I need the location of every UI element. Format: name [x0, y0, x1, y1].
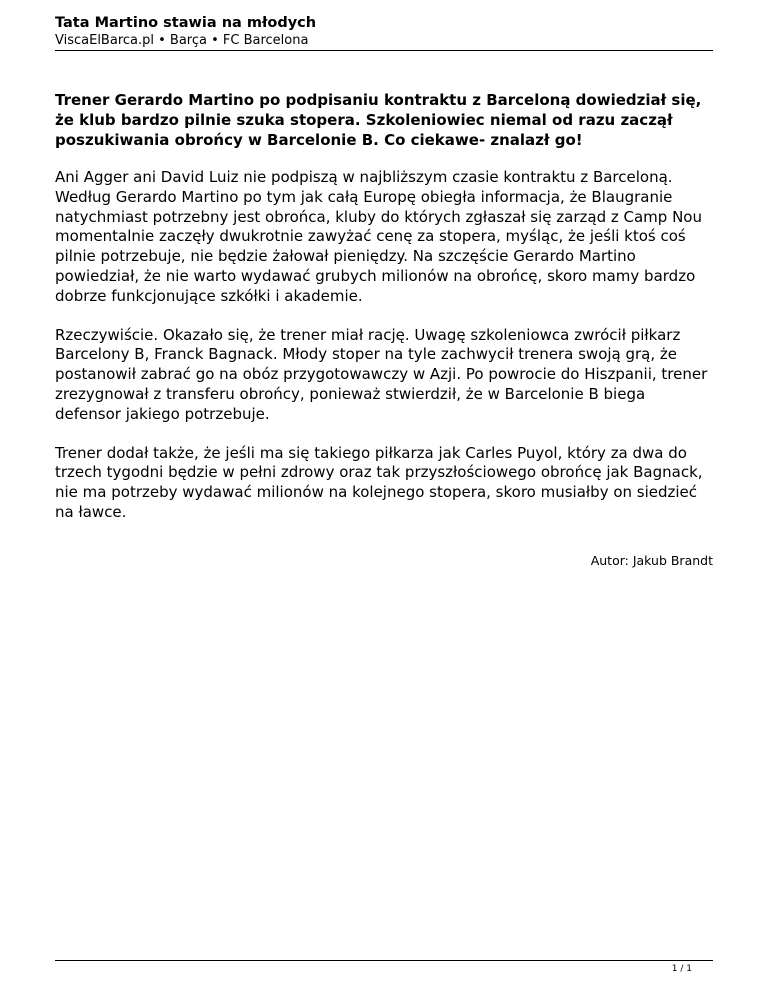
page-header [55, 14, 713, 49]
footer-divider [55, 960, 713, 961]
document-title: Tata Martino stawia na młodych [55, 15, 317, 31]
article-body [55, 90, 713, 569]
article-lead: Trener Gerardo Martino po podpisaniu kontraktu z Barceloną dowiedział się, że klub bardzo pilnie szuka stopera. Szkoleniowiec niemal od razu zaczął poszukiwania obrońcy w Barcelonie B. Co ciekawe- znalazł go! [55, 91, 702, 149]
article-paragraph-2: Rzeczywiście. Okazało się, że trener miał rację. Uwagę szkoleniowca zwrócił piłkarz Barcelony B, Franck Bagnack. Młody stoper na tyle zachwycił trenera swoją grą, że postanowił zabrać go na obóz przygotowawczy w Azji. Po powrocie do Hiszpanii, trener zrezygnował z transferu obrońcy, ponieważ stwierdził, że w Barcelonie B biega defensor jakiego potrzebuje. [55, 325, 708, 423]
article-paragraph-3: Trener dodał także, że jeśli ma się takiego piłkarza jak Carles Puyol, który za dwa do trzech tygodni będzie w pełni zdrowy oraz tak przyszłościowego obrońcę jak Bagnack, nie ma potrzeby wydawać milionów na kolejnego stopera, skoro musiałby on siedzieć na ławce. [55, 443, 703, 521]
page-number: 1 / 1 [671, 964, 692, 974]
article-author: Autor: Jakub Brandt [590, 552, 713, 568]
header-divider [55, 50, 713, 51]
article-paragraph-1: Ani Agger ani David Luiz nie podpiszą w najbliższym czasie kontraktu z Barceloną. Według Gerardo Martino po tym jak całą Europę obiegła informacja, że Blaugranie natychmiast potrzebny jest obrońca, kluby do których zgłaszał się zarząd z Camp Nou momentalnie zaczęły dwukrotnie zawyżać cenę za stopera, myśląc, że jeśli ktoś coś pilnie potrzebuje, nie będzie żałował pieniędzy. Na szczęście Gerardo Martino powiedział, że nie warto wydawać grubych milionów na obrońcę, skoro mamy bardzo dobrze funkcjonujące szkółki i akademie. [55, 168, 702, 305]
document-subtitle: ViscaElBarca.pl • Barça • FC Barcelona [55, 33, 309, 48]
